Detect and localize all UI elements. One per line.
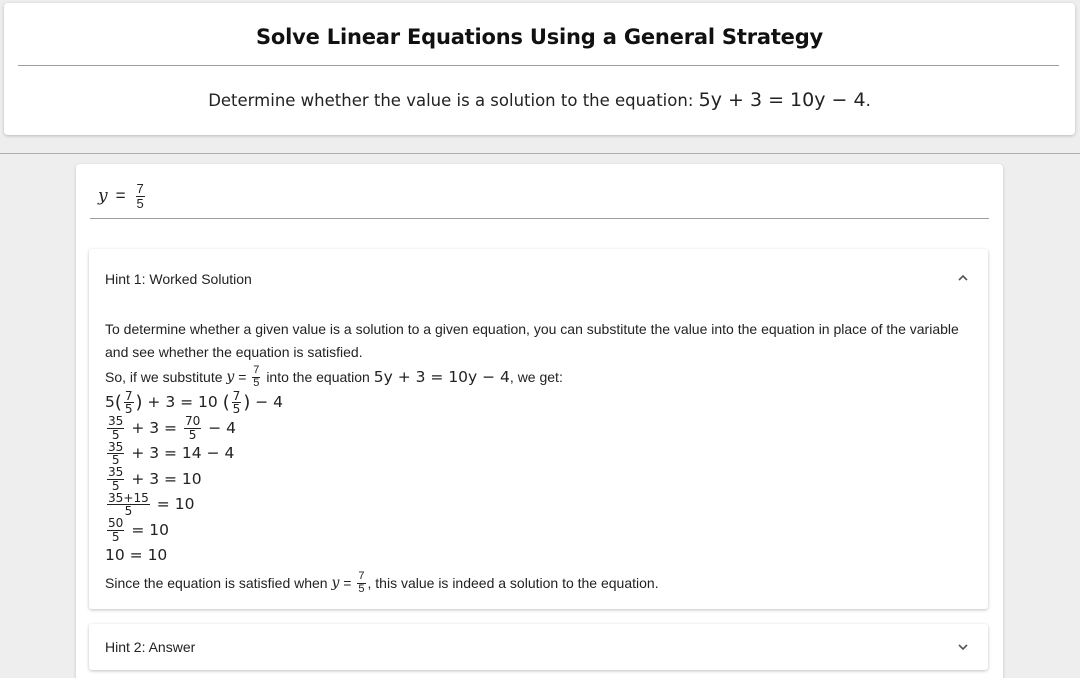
step-3-den: 5 — [111, 453, 120, 468]
candidate-value — [98, 180, 147, 212]
hint-2-label[interactable]: Hint 2: Answer — [105, 639, 196, 655]
hint-1-substitution — [105, 364, 975, 390]
step-1-coef: 5 — [105, 393, 115, 412]
sub-numerator: 7 — [253, 364, 260, 377]
value-numerator: 7 — [136, 181, 144, 197]
step-2 — [105, 416, 975, 442]
page-title: Solve Linear Equations Using a General Strategy — [255, 25, 824, 49]
title-divider — [18, 65, 1059, 66]
step-4 — [105, 467, 975, 493]
sub-middle: into the equation — [266, 368, 370, 385]
step-1-rparen: ) — [135, 392, 143, 414]
step-2-mid: + 3 = — [131, 418, 178, 437]
step-3-frac — [107, 441, 124, 467]
step-1-num-b: 7 — [232, 388, 241, 403]
hint-2-panel[interactable] — [89, 624, 988, 670]
step-4-frac — [107, 466, 124, 492]
step-2-frac-b — [184, 415, 201, 441]
chevron-up-icon[interactable] — [956, 271, 970, 285]
step-1-lparen-b: ( — [222, 392, 230, 414]
instruction-text: Determine whether the value is a solution to the equation: — [208, 91, 699, 110]
step-1-tail: − 4 — [255, 393, 283, 412]
step-3-num: 35 — [108, 439, 124, 454]
step-4-rest: + 3 = 10 — [131, 469, 202, 488]
hint-1-conclusion — [105, 570, 975, 597]
step-5-frac — [107, 492, 150, 518]
sub-variable: y — [226, 368, 235, 385]
step-6-frac — [107, 517, 124, 543]
sub-equals: = — [238, 368, 247, 385]
step-3 — [105, 441, 975, 467]
sub-denominator: 5 — [253, 376, 260, 389]
step-1-frac-a — [124, 390, 134, 416]
value-fraction — [136, 182, 145, 210]
problem-instruction — [4, 89, 1075, 111]
step-1-num-a: 7 — [124, 388, 133, 403]
step-6 — [105, 518, 975, 544]
header-card — [4, 3, 1075, 135]
sub-equation: 5y + 3 = 10y − 4 — [373, 367, 510, 386]
step-2-tail: − 4 — [208, 418, 237, 437]
step-2-frac-a — [107, 415, 124, 441]
step-5-rest: = 10 — [156, 495, 195, 514]
step-6-den: 5 — [111, 529, 120, 544]
concl-equals: = — [343, 574, 352, 591]
sub-prefix: So, if we substitute — [105, 368, 223, 385]
step-2-num-b: 70 — [184, 414, 201, 429]
step-1-frac-b — [232, 390, 242, 416]
hint-1-panel — [89, 249, 988, 609]
step-1 — [105, 390, 975, 416]
step-1-rparen-b: ) — [243, 392, 251, 414]
concl-variable: y — [331, 574, 340, 591]
hint-1-content — [105, 318, 975, 597]
step-3-rest: + 3 = 14 − 4 — [131, 444, 235, 463]
step-5-num: 35+15 — [108, 490, 149, 505]
hint-1-intro: To determine whether a given value is a solution to a given equation, you can substitute the value into the equation in place of the variable and see whether the equation is satisfied. — [105, 321, 959, 360]
value-denominator: 5 — [136, 195, 144, 211]
step-5-den: 5 — [124, 504, 133, 519]
instruction-period: . — [865, 91, 871, 110]
step-2-den-b: 5 — [188, 427, 197, 442]
step-6-rest: = 10 — [131, 520, 169, 539]
step-5 — [105, 492, 975, 518]
step-1-mid: + 3 = 10 — [147, 393, 218, 412]
concl-prefix: Since the equation is satisfied when — [105, 574, 328, 591]
concl-fraction — [357, 571, 365, 594]
step-1-lparen: ( — [114, 392, 122, 414]
sub-fraction — [252, 365, 260, 388]
step-2-den-a: 5 — [111, 427, 120, 442]
concl-denominator: 5 — [358, 582, 365, 595]
step-4-den: 5 — [111, 478, 120, 493]
step-1-den-a: 5 — [124, 402, 133, 417]
problem-card — [76, 164, 1003, 678]
step-6-num: 50 — [108, 516, 124, 531]
step-1-den-b: 5 — [232, 402, 241, 417]
value-variable: y — [98, 186, 108, 206]
value-equals: = — [115, 186, 126, 205]
concl-numerator: 7 — [358, 570, 365, 583]
section-divider — [0, 153, 1080, 154]
step-4-num: 35 — [108, 465, 124, 480]
value-divider — [90, 218, 989, 219]
step-2-num-a: 35 — [108, 414, 124, 429]
concl-suffix: , this value is indeed a solution to the equation. — [367, 574, 659, 591]
instruction-equation: 5y + 3 = 10y − 4 — [698, 89, 866, 111]
step-7-text: 10 = 10 — [105, 546, 168, 565]
hint-1-label[interactable]: Hint 1: Worked Solution — [105, 271, 252, 287]
sub-suffix: , we get: — [509, 368, 563, 385]
chevron-down-icon[interactable] — [956, 640, 970, 654]
step-7 — [105, 543, 975, 569]
